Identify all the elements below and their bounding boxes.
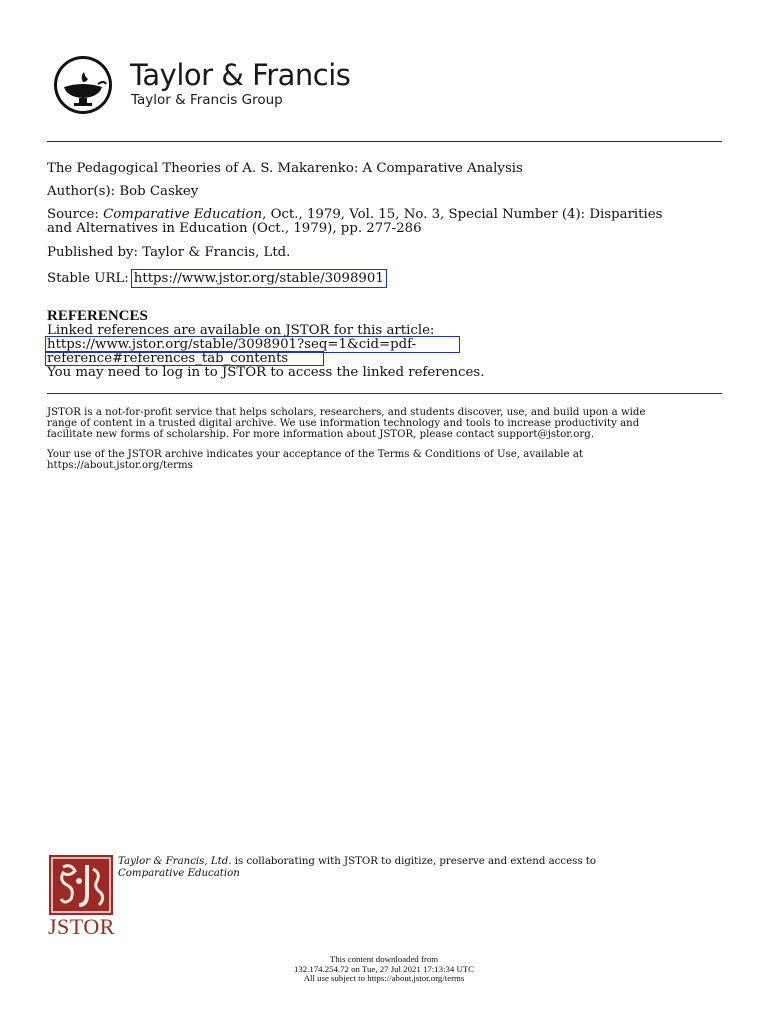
collab-journal: Comparative Education (118, 868, 240, 879)
references-link-box-2 (45, 351, 324, 366)
source-line-2: and Alternatives in Education (Oct., 1979), pp. 277-286 (47, 221, 422, 236)
notice-line: facilitate new forms of scholarship. For more information about JSTOR, please contact support@jstor.org. (47, 429, 595, 440)
jstor-logo-mark (49, 855, 113, 915)
notice-line: Your use of the JSTOR archive indicates your acceptance of the Terms & Conditions of Use, available at (47, 449, 583, 460)
references-heading: REFERENCES (47, 308, 148, 324)
references-link-line-2[interactable]: reference#references_tab_contents (47, 351, 289, 366)
middle-divider (47, 393, 722, 394)
authors-label: Author(s): (47, 184, 116, 199)
notice-paragraph-2 (47, 449, 727, 471)
taylor-francis-lamp-icon (52, 54, 114, 116)
notice-line: JSTOR is a not-for-profit service that helps scholars, researchers, and students discover, use, and build upon a wide (47, 407, 646, 418)
stable-url-line (47, 272, 727, 286)
source-label: Source: (47, 207, 99, 222)
publisher-logo (52, 54, 352, 114)
publisher-group: Taylor & Francis Group (131, 92, 283, 108)
stable-url-label: Stable URL: (47, 271, 129, 286)
publisher-value: Taylor & Francis, Ltd. (142, 245, 291, 260)
notice-paragraph-1 (47, 407, 727, 440)
published-label: Published by: (47, 245, 139, 260)
collab-publisher: Taylor & Francis, Ltd. (118, 856, 232, 867)
jstor-emblem-icon (49, 855, 113, 915)
top-divider (47, 141, 722, 142)
article-title: The Pedagogical Theories of A. S. Makarenko: A Comparative Analysis (47, 161, 523, 176)
footer-line: All use subject to https://about.jstor.org/terms (303, 973, 465, 983)
jstor-logo-text: JSTOR (48, 914, 115, 939)
notice-line: range of content in a trusted digital archive. We use information technology and tools to increase productivity and (47, 418, 640, 429)
references-login-note: You may need to log in to JSTOR to access the linked references. (47, 365, 485, 380)
terms-link[interactable]: https://about.jstor.org/terms (47, 460, 193, 471)
source-details: , Oct., 1979, Vol. 15, No. 3, Special Number (4): Disparities (262, 207, 663, 222)
collab-text: is collaborating with JSTOR to digitize, preserve and extend access to (231, 856, 597, 867)
references-intro: Linked references are available on JSTOR for this article: (47, 323, 435, 338)
collaboration-note (118, 856, 596, 880)
footer-line: This content downloaded from (329, 954, 439, 964)
source-line-1 (47, 208, 727, 222)
footer-line: 132.174.254.72 on Tue, 27 Jul 2021 17:13:34 UTC (293, 963, 475, 974)
references-link-line-1[interactable]: https://www.jstor.org/stable/3098901?seq=1&cid=pdf- (47, 337, 417, 352)
download-footer (0, 955, 768, 984)
publisher-name: Taylor & Francis (130, 58, 351, 92)
authors-value: Bob Caskey (119, 184, 199, 199)
stable-url-link[interactable]: https://www.jstor.org/stable/3098901 (131, 269, 387, 288)
source-journal: Comparative Education (103, 207, 263, 222)
published-by-line (47, 246, 727, 260)
authors-line (47, 185, 727, 199)
